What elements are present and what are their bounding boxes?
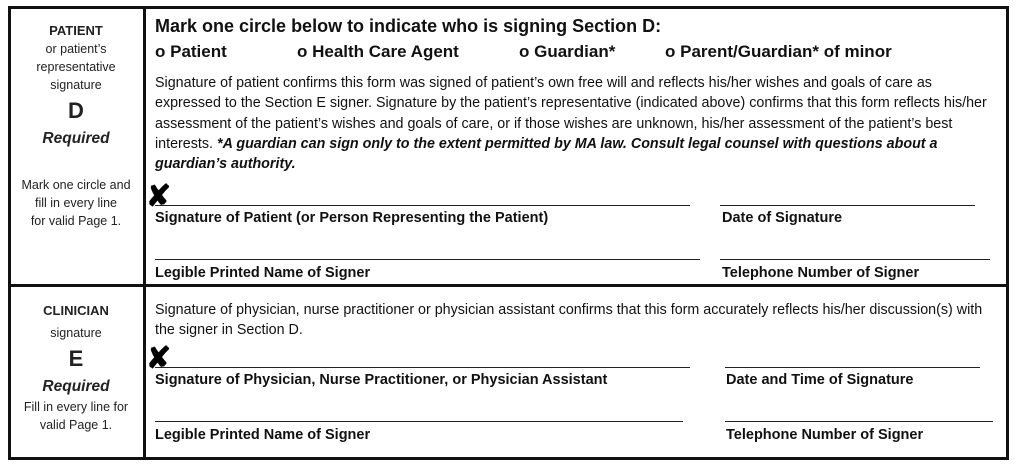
option-patient[interactable]: o Patient <box>155 42 227 61</box>
section-e-side-line1: signature <box>50 326 102 340</box>
section-d-paragraph-text: Signature of patient confirms this form was signed of patient’s own free will and reflects his/her wishes and goals of care as expressed to the Section E signer. Signature by the patient’s representative (indicated above) confirms that this form reflects his/her assessment of the patient’s wishes and goals of care, or if those wishes are unknown, his/her assessment of the patient’s best interests. <box>155 75 987 152</box>
section-e-note1: Fill in every line for <box>23 400 129 414</box>
printed-name-label-d: Legible Printed Name of Signer <box>155 265 371 281</box>
section-d-required: Required <box>42 130 110 147</box>
patient-signature-line[interactable] <box>155 205 690 206</box>
section-e-side-panel <box>11 302 141 434</box>
date-time-signature-line[interactable] <box>725 367 980 368</box>
section-d-note1: Mark one circle and <box>21 178 131 192</box>
section-d-side-panel <box>11 22 141 230</box>
section-e-paragraph: Signature of physician, nurse practitioner or physician assistant confirms that this form accurately reflects his/her discussion(s) with the signer in Section D. <box>155 302 983 339</box>
sign-here-x-icon: ✘ <box>146 180 172 213</box>
printed-name-line-d[interactable] <box>155 259 700 260</box>
printed-name-label-e: Legible Printed Name of Signer <box>155 427 371 443</box>
section-e-required: Required <box>42 378 110 395</box>
section-e-note2: valid Page 1. <box>39 418 113 432</box>
patient-signature-label: Signature of Patient (or Person Representing the Patient) <box>155 210 549 226</box>
section-d-heading: Mark one circle below to indicate who is signing Section D: <box>155 16 662 36</box>
option-health-care-agent[interactable]: o Health Care Agent <box>297 42 459 61</box>
section-e-side-title: CLINICIAN <box>43 303 109 318</box>
clinician-signature-line[interactable] <box>155 367 690 368</box>
section-d-letter: D <box>68 98 84 123</box>
telephone-label-d: Telephone Number of Signer <box>722 265 920 281</box>
telephone-line-d[interactable] <box>720 259 990 260</box>
option-guardian[interactable]: o Guardian* <box>519 42 616 61</box>
telephone-label-e: Telephone Number of Signer <box>726 427 924 443</box>
section-d-side-line3: signature <box>50 78 102 92</box>
section-divider <box>8 284 1009 287</box>
section-d-note3: for valid Page 1. <box>30 214 122 228</box>
telephone-line-e[interactable] <box>725 421 993 422</box>
sign-here-x-icon: ✘ <box>146 342 172 375</box>
section-d-paragraph-emphasis: *A guardian can sign only to the extent permitted by MA law. Consult legal counsel with questions about a guardian’s authority. <box>155 135 938 173</box>
section-d-note2: fill in every line <box>35 196 117 210</box>
date-signature-line[interactable] <box>720 205 975 206</box>
date-time-signature-label: Date and Time of Signature <box>726 372 914 388</box>
section-d-side-line2: representative <box>36 60 116 74</box>
section-d-side-line1: or patient’s <box>45 42 107 56</box>
column-divider <box>143 6 146 460</box>
printed-name-line-e[interactable] <box>155 421 683 422</box>
section-e-letter: E <box>68 346 84 371</box>
clinician-signature-label: Signature of Physician, Nurse Practitioner, or Physician Assistant <box>155 372 608 388</box>
section-d-paragraph <box>155 73 1000 174</box>
option-parent-guardian-minor[interactable]: o Parent/Guardian* of minor <box>665 42 892 61</box>
date-signature-label: Date of Signature <box>722 210 843 226</box>
section-d-side-title: PATIENT <box>49 23 103 38</box>
